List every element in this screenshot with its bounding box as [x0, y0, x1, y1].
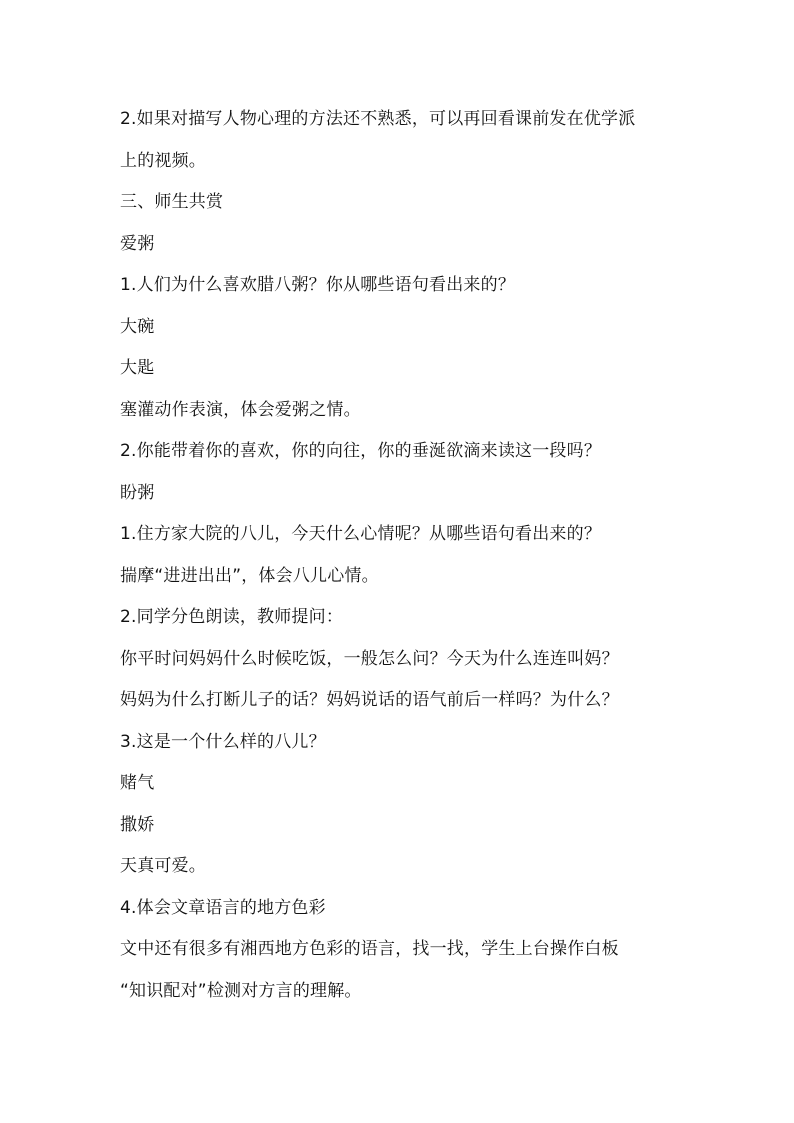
- text-line: 撒娇: [120, 814, 155, 835]
- subsection-heading: 盼粥: [120, 482, 155, 503]
- text-line: 2.如果对描写人物心理的方法还不熟悉，可以再回看课前发在优学派: [120, 109, 636, 129]
- text-line: 3.这是一个什么样的八儿？: [120, 731, 326, 752]
- text-line: 4.体会文章语言的地方色彩: [120, 897, 326, 918]
- text-line: 1.人们为什么喜欢腊八粥？你从哪些语句看出来的？: [120, 275, 516, 295]
- text-line: 1.住方家大院的八儿，今天什么心情呢？从哪些语句看出来的？: [120, 524, 602, 544]
- text-line: 大匙: [120, 358, 155, 378]
- subsection-heading: 爱粥: [120, 233, 155, 254]
- text-line: 2.你能带着你的喜欢，你的向往，你的垂涎欲滴来读这一段吗？: [120, 441, 602, 461]
- document-body: [120, 99, 700, 1012]
- text-line: 塞灌动作表演，体会爱粥之情。: [120, 399, 361, 420]
- text-line: 你平时问妈妈什么时候吃饭，一般怎么问？今天为什么连连叫妈？: [120, 648, 619, 669]
- text-line: 天真可爱。: [120, 856, 206, 876]
- text-line: 大碗: [120, 316, 155, 337]
- text-line: 上的视频。: [120, 150, 206, 171]
- section-heading: 三、师生共赏: [120, 192, 224, 212]
- text-line: 2.同学分色朗读，教师提问：: [120, 607, 344, 627]
- text-line: 妈妈为什么打断儿子的话？妈妈说话的语气前后一样吗？为什么？: [120, 690, 619, 710]
- text-line: “知识配对”检测对方言的理解。: [120, 980, 362, 1001]
- text-line: 文中还有很多有湘西地方色彩的语言，找一找，学生上台操作白板: [120, 939, 619, 959]
- text-line: 揣摩“进进出出”，体会八儿心情。: [120, 565, 379, 586]
- text-line: 赌气: [120, 773, 155, 793]
